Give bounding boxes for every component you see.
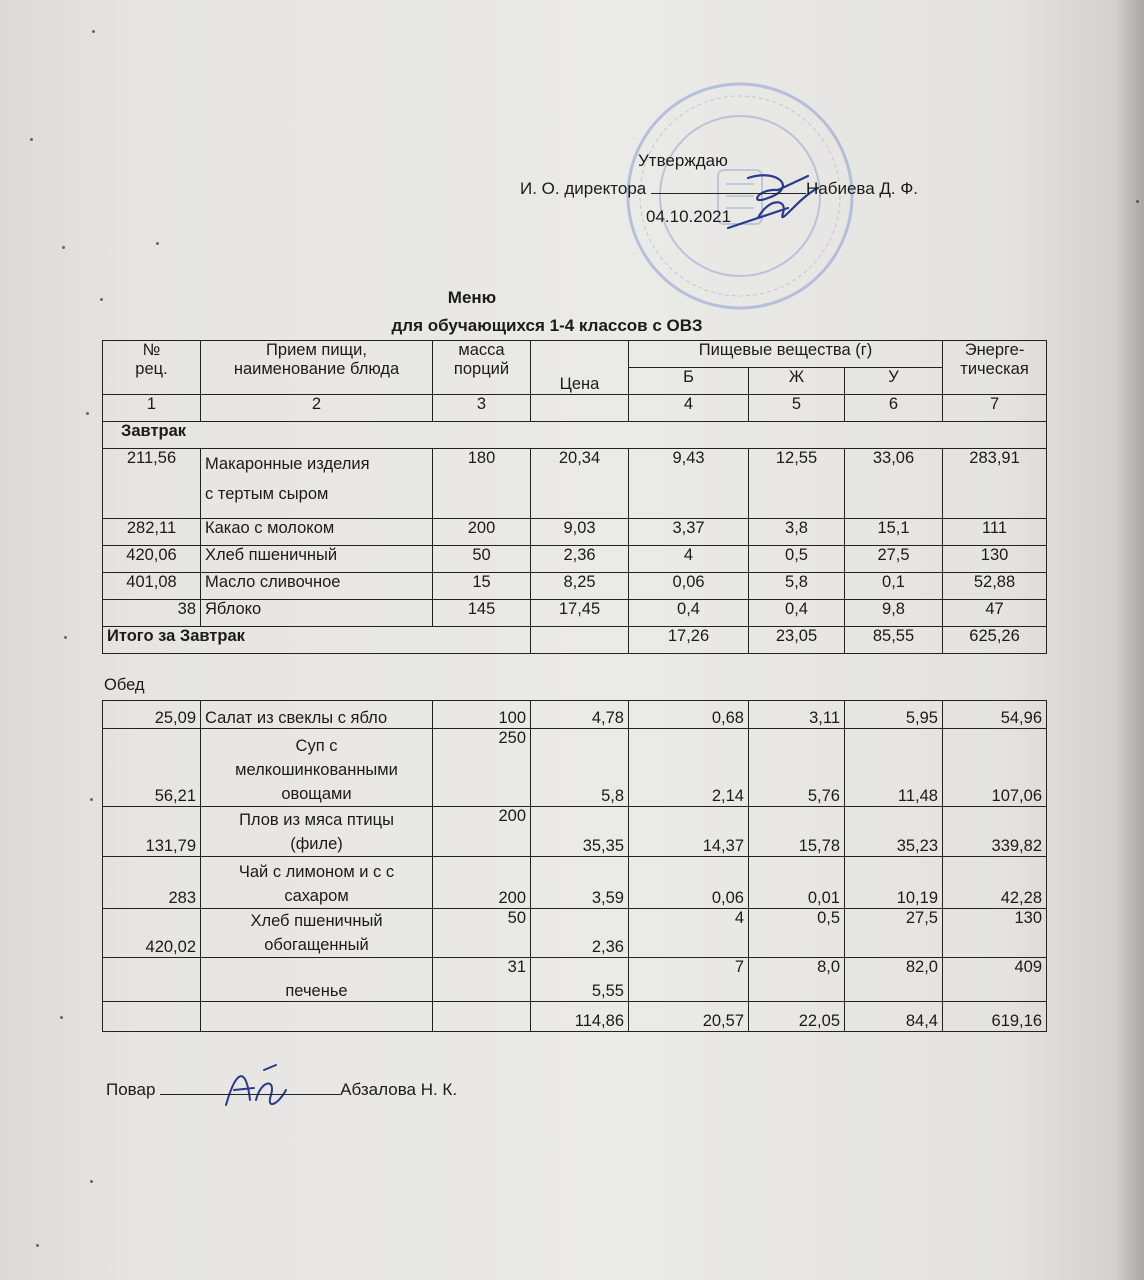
cell-energy: 130 (943, 909, 1047, 958)
cell-u: 10,19 (845, 857, 943, 909)
dish-line1: Плов из мяса птицы (239, 811, 394, 829)
cell-b: 0,4 (629, 600, 749, 627)
total-empty (201, 1002, 433, 1032)
cell-mass: 31 (433, 958, 531, 1002)
cell-dish (201, 857, 433, 909)
total-zh: 22,05 (749, 1002, 845, 1032)
cell-rec: 401,08 (103, 573, 201, 600)
cell-rec: 25,09 (103, 701, 201, 729)
cell-energy: 42,28 (943, 857, 1047, 909)
cell-price: 20,34 (531, 449, 629, 519)
cell-rec: 56,21 (103, 729, 201, 807)
dish-line1: Хлеб пшеничный (250, 912, 383, 930)
speck (36, 1244, 39, 1247)
cell-rec: 283 (103, 857, 201, 909)
col-num-1: 1 (103, 395, 201, 422)
cell-dish (201, 807, 433, 857)
section-label: Завтрак (103, 422, 1047, 449)
cell-u: 0,1 (845, 573, 943, 600)
header-nutrients: Пищевые вещества (г) (629, 341, 943, 368)
cell-dish (201, 729, 433, 807)
cell-price: 5,8 (531, 729, 629, 807)
speck (1136, 200, 1139, 203)
cell-rec: 420,02 (103, 909, 201, 958)
cell-rec (103, 958, 201, 1002)
cell-mass: 180 (433, 449, 531, 519)
total-u: 84,4 (845, 1002, 943, 1032)
cell-dish (201, 449, 433, 519)
cell-energy: 52,88 (943, 573, 1047, 600)
cell-zh: 0,4 (749, 600, 845, 627)
cell-energy: 130 (943, 546, 1047, 573)
cook-signature-underline (160, 1080, 340, 1095)
header-energy (943, 341, 1047, 395)
cell-b: 0,06 (629, 857, 749, 909)
total-b: 20,57 (629, 1002, 749, 1032)
col-num-4: 4 (629, 395, 749, 422)
cell-zh: 5,8 (749, 573, 845, 600)
total-u: 85,55 (845, 627, 943, 654)
menu-table-lunch (102, 700, 1047, 1032)
header-meal-line2: наименование блюда (233, 360, 400, 378)
cell-price (531, 627, 629, 654)
col-num-7: 7 (943, 395, 1047, 422)
header-price: Цена (531, 341, 629, 395)
total-row-lunch (103, 1002, 1047, 1032)
cell-price: 2,36 (531, 909, 629, 958)
speck (156, 242, 159, 245)
cell-u: 82,0 (845, 958, 943, 1002)
speck (90, 798, 93, 801)
cell-rec: 131,79 (103, 807, 201, 857)
header-row (103, 341, 1047, 368)
cell-zh: 3,8 (749, 519, 845, 546)
speck (64, 636, 67, 639)
cell-energy: 409 (943, 958, 1047, 1002)
section-row-breakfast (103, 422, 1047, 449)
document-subtitle: для обучающихся 1-4 классов с ОВЗ (391, 316, 703, 335)
col-num-6: 6 (845, 395, 943, 422)
total-row-breakfast (103, 627, 1047, 654)
cell-mass: 50 (433, 909, 531, 958)
speck (86, 412, 89, 415)
total-price: 114,86 (531, 1002, 629, 1032)
approval-signature-line (520, 176, 918, 202)
document-title: Меню (447, 288, 497, 307)
cell-mass: 200 (433, 857, 531, 909)
cell-price: 35,35 (531, 807, 629, 857)
section-label-lunch: Обед (104, 676, 145, 694)
total-label: Итого за Завтрак (103, 627, 531, 654)
cell-b: 0,06 (629, 573, 749, 600)
dish-line1: Макаронные изделия (205, 455, 370, 473)
signature-underline (651, 179, 806, 194)
col-num-empty (531, 395, 629, 422)
cell-zh: 12,55 (749, 449, 845, 519)
table-row (103, 701, 1047, 729)
header-num-text: № (142, 341, 161, 359)
cell-b: 2,14 (629, 729, 749, 807)
table-row (103, 573, 1047, 600)
director-title: И. О. директора (520, 179, 647, 198)
cell-dish: Масло сливочное (201, 573, 433, 600)
cell-u: 9,8 (845, 600, 943, 627)
total-zh: 23,05 (749, 627, 845, 654)
speck (62, 246, 65, 249)
header-rec-text: рец. (135, 360, 168, 378)
cook-name: Абзалова Н. К. (340, 1080, 458, 1099)
speck (92, 30, 95, 33)
cell-zh: 8,0 (749, 958, 845, 1002)
dish-line1: Суп с (295, 737, 338, 755)
approval-heading: Утверждаю (638, 151, 728, 170)
header-u: У (845, 368, 943, 395)
cell-energy: 54,96 (943, 701, 1047, 729)
cell-mass: 200 (433, 519, 531, 546)
cell-u: 11,48 (845, 729, 943, 807)
cell-zh: 5,76 (749, 729, 845, 807)
cell-u: 33,06 (845, 449, 943, 519)
cell-u: 15,1 (845, 519, 943, 546)
cell-rec: 282,11 (103, 519, 201, 546)
total-b: 17,26 (629, 627, 749, 654)
total-empty (103, 1002, 201, 1032)
header-energy-line1: Энерге- (964, 341, 1025, 359)
cell-energy: 107,06 (943, 729, 1047, 807)
cell-dish: Какао с молоком (201, 519, 433, 546)
dish-line2: сахаром (284, 887, 349, 905)
col-num-5: 5 (749, 395, 845, 422)
total-empty (433, 1002, 531, 1032)
table-row (103, 600, 1047, 627)
cell-energy: 111 (943, 519, 1047, 546)
cell-price: 17,45 (531, 600, 629, 627)
cell-price: 9,03 (531, 519, 629, 546)
cell-rec: 211,56 (103, 449, 201, 519)
speck (60, 1016, 63, 1019)
header-num (103, 341, 201, 395)
cell-zh: 0,5 (749, 546, 845, 573)
cell-price: 2,36 (531, 546, 629, 573)
cell-zh: 0,5 (749, 909, 845, 958)
cell-price: 8,25 (531, 573, 629, 600)
dish-line2: обогащенный (264, 936, 369, 954)
dish-line1: Чай с лимоном и с с (238, 863, 395, 881)
cell-u: 27,5 (845, 909, 943, 958)
cell-dish: печенье (201, 958, 433, 1002)
cell-b: 9,43 (629, 449, 749, 519)
cell-rec: 420,06 (103, 546, 201, 573)
header-mass-line1: масса (458, 341, 505, 359)
cell-energy: 339,82 (943, 807, 1047, 857)
dish-line3: овощами (281, 785, 352, 803)
cell-b: 4 (629, 546, 749, 573)
cell-b: 14,37 (629, 807, 749, 857)
cook-label: Повар (106, 1080, 156, 1099)
total-energy: 625,26 (943, 627, 1047, 654)
col-num-2: 2 (201, 395, 433, 422)
cell-b: 0,68 (629, 701, 749, 729)
table-row (103, 909, 1047, 958)
cell-mass: 250 (433, 729, 531, 807)
director-name: Набиева Д. Ф. (805, 179, 919, 198)
cell-dish: Салат из свеклы с ябло (201, 701, 433, 729)
cell-u: 35,23 (845, 807, 943, 857)
header-energy-line2: тическая (960, 360, 1029, 378)
header-meal (201, 341, 433, 395)
table-row (103, 519, 1047, 546)
dish-line2: (филе) (290, 835, 343, 853)
cell-zh: 15,78 (749, 807, 845, 857)
speck (90, 1180, 93, 1183)
cell-price: 4,78 (531, 701, 629, 729)
table-row (103, 958, 1047, 1002)
cell-mass: 15 (433, 573, 531, 600)
table-row (103, 546, 1047, 573)
header-b: Б (629, 368, 749, 395)
cell-rec: 38 (103, 600, 201, 627)
cell-dish (201, 909, 433, 958)
cell-u: 27,5 (845, 546, 943, 573)
col-num-3: 3 (433, 395, 531, 422)
cell-mass: 100 (433, 701, 531, 729)
dish-line2: с тертым сыром (205, 485, 329, 503)
cell-energy: 283,91 (943, 449, 1047, 519)
cell-price: 3,59 (531, 857, 629, 909)
page-edge-shadow (1114, 0, 1144, 1280)
cell-dish: Хлеб пшеничный (201, 546, 433, 573)
total-energy: 619,16 (943, 1002, 1047, 1032)
cook-line (106, 1080, 457, 1100)
table-row (103, 857, 1047, 909)
cell-b: 3,37 (629, 519, 749, 546)
table-row (103, 449, 1047, 519)
cell-zh: 3,11 (749, 701, 845, 729)
cell-b: 7 (629, 958, 749, 1002)
cell-price: 5,55 (531, 958, 629, 1002)
header-mass (433, 341, 531, 395)
cell-mass: 200 (433, 807, 531, 857)
cell-dish: Яблоко (201, 600, 433, 627)
speck (30, 138, 33, 141)
cell-b: 4 (629, 909, 749, 958)
approval-date: 04.10.2021 (646, 207, 732, 226)
header-meal-line1: Прием пищи, (266, 341, 367, 359)
menu-table-breakfast (102, 340, 1047, 654)
cell-u: 5,95 (845, 701, 943, 729)
cell-mass: 50 (433, 546, 531, 573)
cell-energy: 47 (943, 600, 1047, 627)
header-mass-line2: порций (453, 360, 510, 378)
table-row (103, 807, 1047, 857)
table-row (103, 729, 1047, 807)
header-zh: Ж (749, 368, 845, 395)
column-number-row (103, 395, 1047, 422)
cell-zh: 0,01 (749, 857, 845, 909)
cell-mass: 145 (433, 600, 531, 627)
dish-line2: мелкошинкованными (235, 761, 398, 779)
